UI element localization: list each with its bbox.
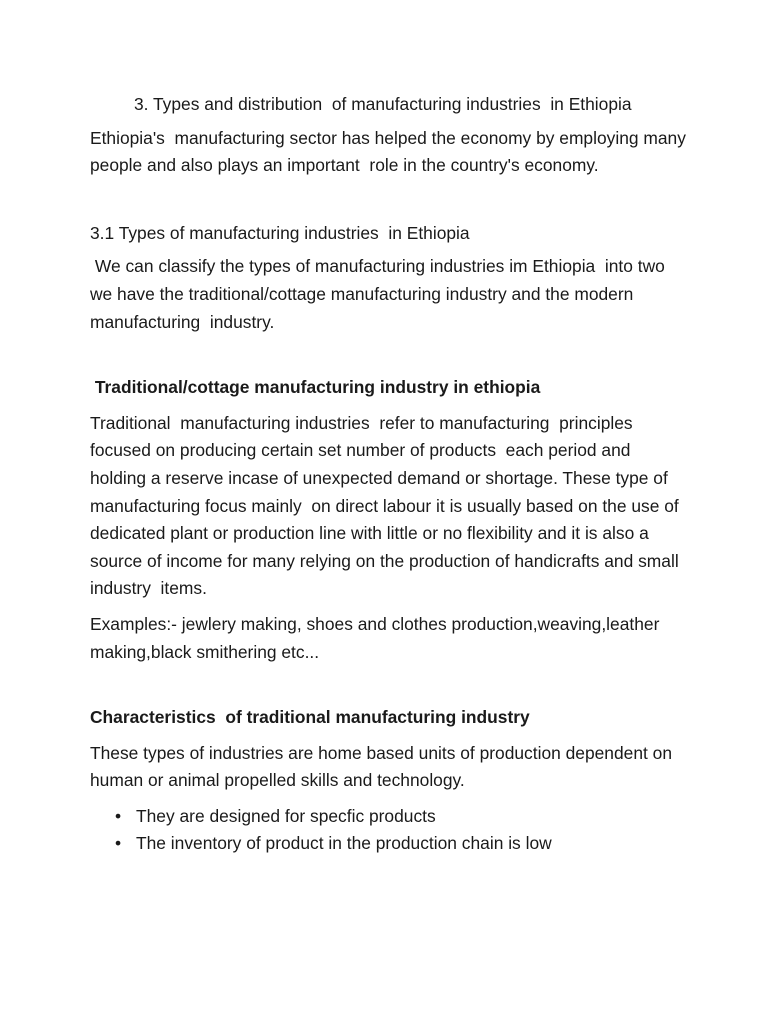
intro-paragraph: Ethiopia's manufacturing sector has helped the economy by employing many people and also plays an important role in the country's economy. (90, 127, 691, 176)
list-item (90, 803, 690, 831)
list-item (90, 830, 690, 858)
traditional-heading: Traditional/cottage manufacturing industry in ethiopia (90, 377, 541, 398)
bullet-icon: • (115, 833, 122, 854)
section-3-1-paragraph: We can classify the types of manufacturing industries im Ethiopia into two we have the traditional/cottage manufacturing industry and the modern manufacturing industry. (90, 256, 670, 332)
bullet-text: They are designed for specfic products (136, 805, 436, 826)
bullet-text: The inventory of product in the production chain is low (136, 833, 552, 854)
traditional-paragraph: Traditional manufacturing industries refer to manufacturing principles focused on producing certain set number of products each period and holding a reserve incase of unexpected demand or shortage. These type of manufacturing focus mainly on direct labour it is usually based on the use of dedicated plant or production line with little or no flexibility and it is also a source of income for many relying on the production of handicrafts and small industry items. (90, 412, 684, 599)
examples-paragraph: Examples:- jewlery making, shoes and clothes production,weaving,leather making,black smithering etc... (90, 613, 665, 662)
characteristics-heading: Characteristics of traditional manufacturing industry (90, 707, 530, 728)
document-title: 3. Types and distribution of manufacturing industries in Ethiopia (134, 94, 632, 114)
document-page (90, 91, 690, 858)
section-3-1-heading: 3.1 Types of manufacturing industries in Ethiopia (90, 222, 470, 243)
characteristics-bullet-list (90, 803, 690, 858)
characteristics-paragraph: These types of industries are home based units of production dependent on human or animal propelled skills and technology. (90, 742, 677, 791)
bullet-icon: • (115, 805, 122, 826)
